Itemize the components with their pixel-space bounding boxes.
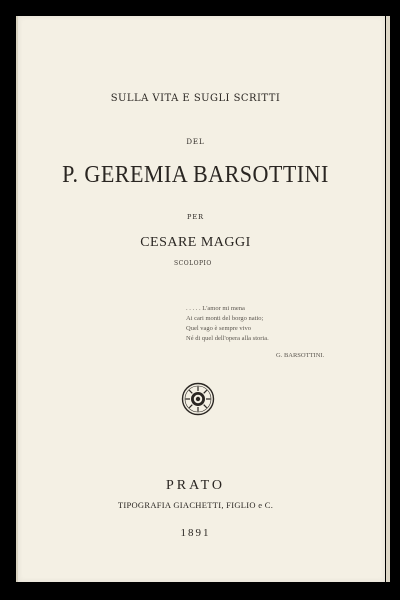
main-title: P. GEREMIA BARSOTTINI	[62, 162, 329, 188]
preposition: DEL	[186, 138, 205, 146]
city: PRATO	[165, 478, 226, 493]
epigraph-line: Né di quel dell'opera alla storia.	[186, 335, 269, 342]
publisher: TIPOGRAFIA GIACHETTI, FIGLIO e C.	[117, 500, 274, 510]
epigraph-attribution: G. BARSOTTINI.	[276, 352, 325, 359]
author-role: SCOLOPIO	[174, 260, 212, 267]
epigraph-line: Ai cari monti del borgo natio;	[186, 315, 264, 322]
subtitle: SULLA VITA E SUGLI SCRITTI	[110, 92, 281, 104]
author-name: CESARE MAGGI	[140, 235, 251, 250]
title-page	[16, 16, 385, 582]
publication-year: 1891	[180, 527, 211, 539]
rosette-ornament-icon	[181, 382, 215, 416]
page-edge	[386, 16, 390, 582]
epigraph-line: Quel vago è sempre vivo	[186, 325, 251, 332]
epigraph-line: . . . . . L'amor mi mena	[186, 305, 245, 312]
by-label: PER	[186, 213, 204, 221]
epigraph	[186, 304, 269, 344]
